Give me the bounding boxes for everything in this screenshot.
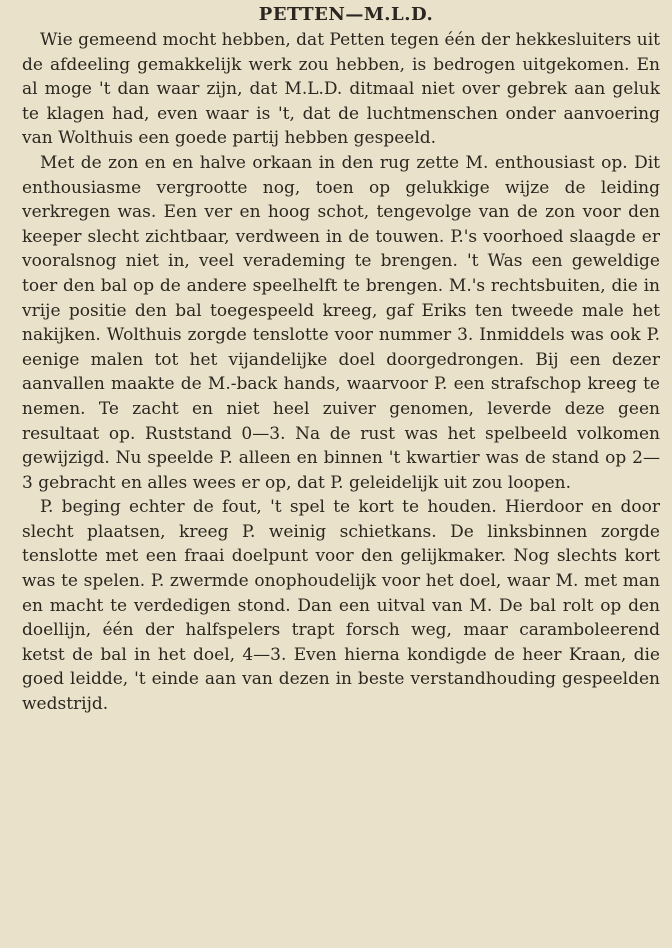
article-paragraph-2: Met de zon en en halve orkaan in den rug zette M. enthousiast op. Dit enthousiasme vergrootte nog, toen op gelukkige wijze de leiding verkregen was. Een ver en hoog schot, tengevolge van de zon voor den keeper slecht zichtbaar, verdween in de touwen. P.'s voorhoed slaagde er vooralsnog niet in, veel verademing te brengen. 't Was een geweldige toer den bal op de andere speelhelft te brengen. M.'s rechtsbuiten, die in vrije positie den bal toegespeeld kreeg, gaf Eriks ten tweede male het nakijken. Wolthuis zorgde tenslotte voor nummer 3. Inmiddels was ook P. eenige malen tot het vijandelijke doel doorgedrongen. Bij een dezer aanvallen maakte de M.-back hands, waarvoor P. een strafschop kreeg te nemen. Te zacht en niet heel zuiver genomen, leverde deze geen resultaat op. Ruststand 0—3. Na de rust was het spelbeeld volkomen gewijzigd. Nu speelde P. alleen en binnen 't kwartier was de stand op 2—3 gebracht en alles wees er op, dat P. geleidelijk uit zou loopen.: [22, 152, 660, 493]
article-paragraph-3: P. beging echter de fout, 't spel te kort te houden. Hierdoor en door slecht plaatsen, kreeg P. weinig schietkans. De linksbinnen zorgde tenslotte met een fraai doelpunt voor den gelijkmaker. Nog slechts kort was te spelen. P. zwermde onophoudelijk voor het doel, waar M. met man en macht te verdedigen stond. Dan een uitval van M. De bal rolt op den doellijn, één der halfspelers trapt forsch weg, maar caramboleerend ketst de bal in het doel, 4—3. Even hierna kondigde de heer Kraan, die goed leidde, 't einde aan van dezen in beste verstandhouding gespeelden wedstrijd.: [22, 497, 660, 715]
article-body: [22, 28, 660, 717]
article-headline: PETTEN—M.L.D.: [258, 4, 434, 25]
article-paragraph-1: Wie gemeend mocht hebben, dat Petten tegen één der hekkesluiters uit de afdeeling gemakkelijk werk zou hebben, is bedrogen uitgekomen. En al moge 't dan waar zijn, dat M.L.D. ditmaal niet over gebrek aan geluk te klagen had, even waar is 't, dat de luchtmenschen onder aanvoering van Wolthuis een goede partij hebben gespeeld.: [22, 30, 660, 149]
